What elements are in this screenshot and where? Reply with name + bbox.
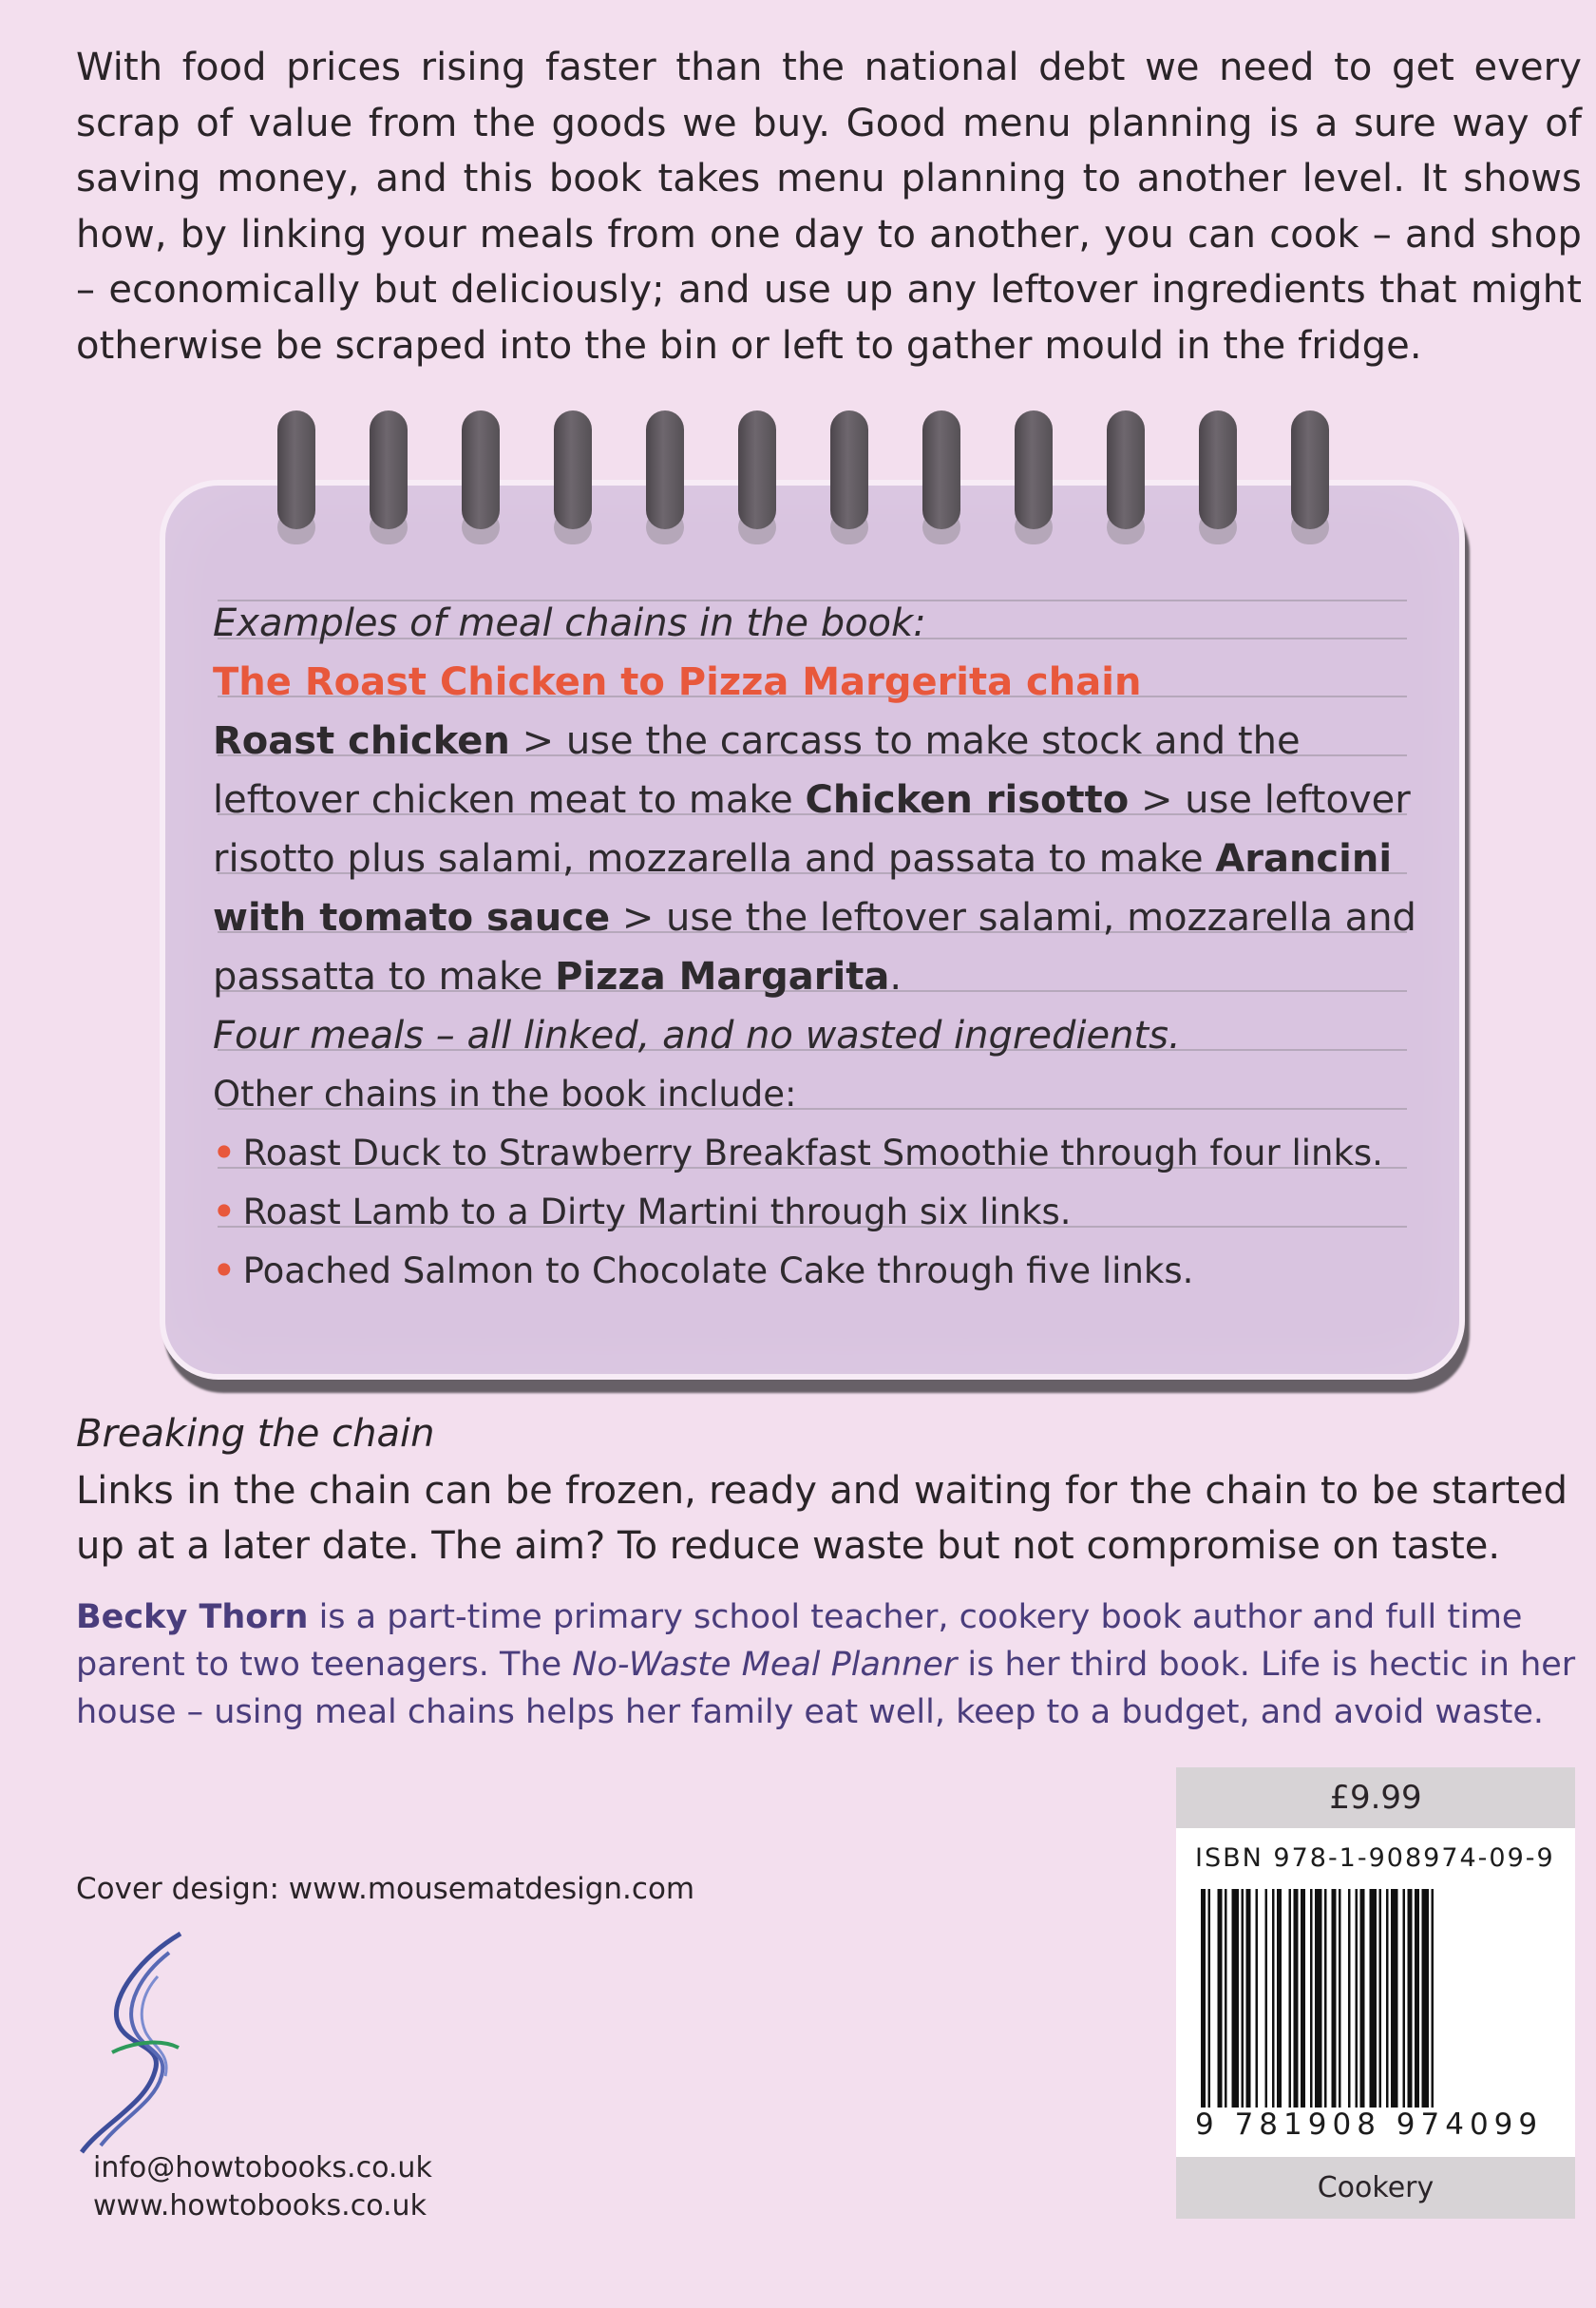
- barcode-bars: [1197, 1889, 1558, 2108]
- price-label: £9.99: [1176, 1767, 1575, 1828]
- barcode-bar: [1339, 1889, 1341, 2108]
- barcode-bar: [1246, 1889, 1251, 2108]
- bullet-icon: •: [213, 1133, 236, 1173]
- cover-design-credit: Cover design: www.mousematdesign.com: [76, 1872, 695, 1906]
- barcode-bar: [1242, 1889, 1244, 2108]
- barcode-bar: [1294, 1889, 1299, 2108]
- notepad-panel: [160, 480, 1465, 1380]
- chain-line-1: Roast chicken > use the carcass to make stock and the: [213, 719, 1301, 763]
- author-bio: Becky Thorn is a part-time primary school teacher, cookery book author and full time parent to two teenagers. The No-Waste Meal Planner is her third book. Life is hectic in her house – using meal chains helps her family eat well, keep to a budget, and avoid waste.: [76, 1598, 1576, 1731]
- barcode-bar: [1232, 1889, 1240, 2108]
- barcode-bar: [1310, 1889, 1313, 2108]
- barcode-bar: [1370, 1889, 1378, 2108]
- publisher-logo-icon: [74, 1929, 198, 2157]
- chain-summary: Four meals – all linked, and no wasted ingredients.: [213, 1014, 1181, 1058]
- barcode-bar: [1356, 1889, 1358, 2108]
- barcode-bar: [1332, 1889, 1337, 2108]
- barcode-panel: [1176, 1767, 1575, 2219]
- barcode-bar: [1432, 1889, 1434, 2108]
- author-name: Becky Thorn: [76, 1598, 309, 1636]
- barcode-bar: [1256, 1889, 1259, 2108]
- other-chains-intro: Other chains in the book include:: [213, 1074, 797, 1115]
- barcode-bar: [1415, 1889, 1419, 2108]
- chain-line-2: leftover chicken meat to make Chicken risotto > use leftover: [213, 778, 1411, 822]
- book-title: No-Waste Meal Planner: [572, 1646, 958, 1684]
- intro-paragraph: With food prices rising faster than the national debt we need to get every scrap of value from the goods we buy. Good menu planning is a sure way of saving money, and this book takes menu planning to another level. It shows how, by linking your meals from one day to another, you can cook – and shop – economically but deliciously; and use up any leftover ingredients that might otherwise be scraped into the bin or left to gather mould in the fridge.: [76, 46, 1582, 368]
- barcode-bar: [1201, 1889, 1206, 2108]
- contact-email[interactable]: info@howtobooks.co.uk: [93, 2151, 432, 2184]
- barcode-bar: [1360, 1889, 1365, 2108]
- barcode-bar: [1379, 1889, 1382, 2108]
- breaking-text: Links in the chain can be frozen, ready and waiting for the chain to be started up at a later date. The aim? To reduce waste but not compromise on taste.: [76, 1469, 1568, 1568]
- barcode-bar: [1386, 1889, 1389, 2108]
- publisher-contact: [93, 2149, 432, 2225]
- barcode-bar: [1408, 1889, 1413, 2108]
- bullet-icon: •: [213, 1192, 236, 1232]
- barcode-bar: [1315, 1889, 1322, 2108]
- barcode-bar: [1272, 1889, 1275, 2108]
- notepad-heading: Examples of meal chains in the book:: [213, 601, 926, 645]
- other-chain-item: • Poached Salmon to Chocolate Cake through five links.: [213, 1250, 1194, 1291]
- contact-website[interactable]: www.howtobooks.co.uk: [93, 2189, 427, 2222]
- barcode-bar: [1277, 1889, 1282, 2108]
- breaking-heading: Breaking the chain: [76, 1412, 435, 1456]
- other-chain-item: • Roast Lamb to a Dirty Martini through six links.: [213, 1192, 1072, 1232]
- barcode-bar: [1348, 1889, 1351, 2108]
- bullet-icon: •: [213, 1250, 236, 1291]
- barcode-bar: [1265, 1889, 1268, 2108]
- category-label: Cookery: [1176, 2157, 1575, 2219]
- barcode-bar: [1225, 1889, 1227, 2108]
- barcode-bar: [1403, 1889, 1406, 2108]
- barcode-bar: [1422, 1889, 1430, 2108]
- chain-line-5: passatta to make Pizza Margarita.: [213, 955, 902, 999]
- barcode-bar: [1391, 1889, 1398, 2108]
- chain-line-3: risotto plus salami, mozzarella and passata to make Arancini: [213, 837, 1393, 881]
- barcode-digits: 9 781908 974099: [1195, 2108, 1544, 2142]
- barcode-bar: [1289, 1889, 1292, 2108]
- barcode-bar: [1301, 1889, 1305, 2108]
- chain-title: The Roast Chicken to Pizza Margerita chain: [213, 660, 1142, 704]
- barcode-bar: [1324, 1889, 1327, 2108]
- chain-line-4: with tomato sauce > use the leftover salami, mozzarella and: [213, 896, 1416, 940]
- isbn-label: ISBN 978-1-908974-09-9: [1195, 1843, 1555, 1873]
- barcode-bar: [1208, 1889, 1211, 2108]
- barcode-bar: [1218, 1889, 1223, 2108]
- other-chain-item: • Roast Duck to Strawberry Breakfast Smoothie through four links.: [213, 1133, 1383, 1173]
